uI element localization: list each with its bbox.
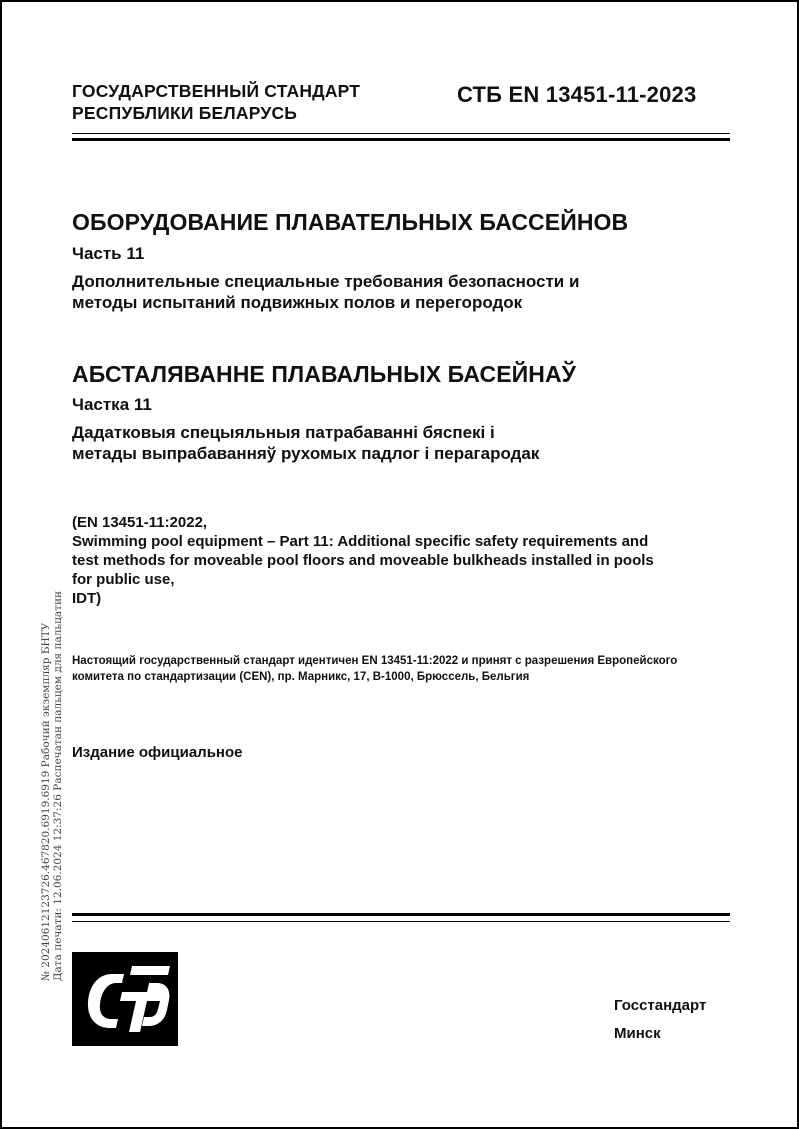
title-belarusian: АБСТАЛЯВАННЕ ПЛАВАЛЬНЫХ БАСЕЙНАЎ [72,361,577,387]
edition-label: Издание официальное [72,744,243,761]
part-russian: Часть 11 [72,244,145,263]
authority-line-2: РЕСПУБЛИКИ БЕЛАРУСЬ [72,103,298,123]
subtitle-belarusian [72,422,539,464]
issuing-authority [72,80,360,124]
en-reference-line-1: (EN 13451-11:2022, [72,514,208,531]
publisher-name: Госстандарт [614,997,707,1014]
print-stamp-line-2: Дата печати: 12.06.2024 12:37:26 Распечатан пальцем для пальцатин [52,591,64,981]
subtitle-russian [72,271,579,313]
footer-rule-thick [72,913,730,916]
title-russian: ОБОРУДОВАНИЕ ПЛАВАТЕЛЬНЫХ БАССЕЙНОВ [72,209,629,235]
en-reference [72,513,732,608]
part-belarusian: Частка 11 [72,395,152,414]
stb-logo [72,952,178,1046]
adoption-note [72,653,732,685]
en-reference-line-2: Swimming pool equipment – Part 11: Additional specific safety requirements and [72,533,649,550]
subtitle-russian-line-2: методы испытаний подвижных полов и перегородок [72,293,523,312]
footer-rule-thin [72,921,730,922]
en-reference-line-4: for public use, [72,571,175,588]
en-reference-line-5: IDT) [72,590,102,607]
standard-code: СТБ EN 13451-11-2023 [457,82,697,107]
print-stamp-line-1: № 20240612123726.467820.6919.6919 Рабочий экземпляр БНТУ [40,622,52,981]
subtitle-belarusian-line-2: метады выпрабаванняў рухомых падлог і перагародак [72,444,540,463]
adoption-note-line-2: комитета по стандартизации (CEN), пр. Марникс, 17, B-1000, Брюссель, Бельгия [72,671,530,683]
header-rule-thick [72,138,730,141]
authority-line-1: ГОСУДАРСТВЕННЫЙ СТАНДАРТ [72,81,361,101]
publisher-city: Минск [614,1025,661,1042]
subtitle-belarusian-line-1: Дадатковыя спецыяльныя патрабаванні бяспекі і [72,423,495,442]
subtitle-russian-line-1: Дополнительные специальные требования безопасности и [72,272,580,291]
adoption-note-line-1: Настоящий государственный стандарт идентичен EN 13451-11:2022 и принят с разрешения Европейского [72,655,678,667]
header-rule-thin [72,133,730,134]
en-reference-line-3: test methods for moveable pool floors and moveable bulkheads installed in pools [72,552,654,569]
print-stamp [40,591,64,981]
